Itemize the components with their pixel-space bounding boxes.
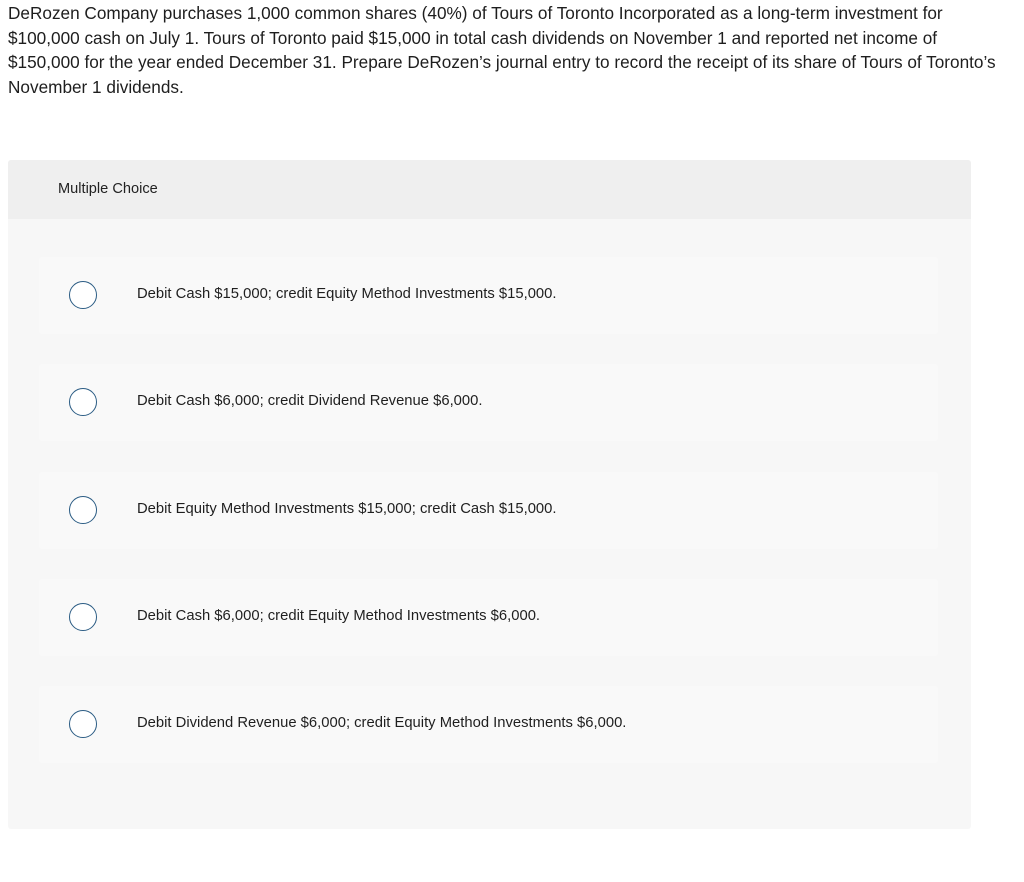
question-text: DeRozen Company purchases 1,000 common shares (40%) of Tours of Toronto Incorporated as a long-term investment for $100,000 cash on July 1. Tours of Toronto paid $15,000 in total cash dividends on November 1 and reported net income of $150,000 for the year ended December 31. Prepare DeRozen’s journal entry to record the receipt of its share of Tours of Toronto’s November 1 dividends. [8,3,996,97]
answer-options [39,257,938,793]
radio-button[interactable] [69,710,97,738]
answer-option-1[interactable] [39,257,938,334]
answer-option-2[interactable] [39,364,938,441]
multiple-choice-label: Multiple Choice [58,181,158,197]
answer-option-5[interactable] [39,686,938,763]
answer-option-label: Debit Equity Method Investments $15,000; credit Cash $15,000. [137,500,557,517]
radio-button[interactable] [69,281,97,309]
answer-option-label: Debit Cash $6,000; credit Equity Method Investments $6,000. [137,607,541,624]
answer-option-label: Debit Cash $15,000; credit Equity Method Investments $15,000. [137,286,557,302]
radio-button[interactable] [69,496,97,524]
answer-option-label: Debit Cash $6,000; credit Dividend Revenue $6,000. [137,393,483,410]
answer-option-3[interactable] [39,472,938,549]
radio-button[interactable] [69,388,97,416]
radio-button[interactable] [69,603,97,631]
multiple-choice-panel [8,160,971,829]
answer-option-4[interactable] [39,579,938,656]
answer-option-label: Debit Dividend Revenue $6,000; credit Equity Method Investments $6,000. [137,715,627,732]
multiple-choice-header [8,160,971,219]
